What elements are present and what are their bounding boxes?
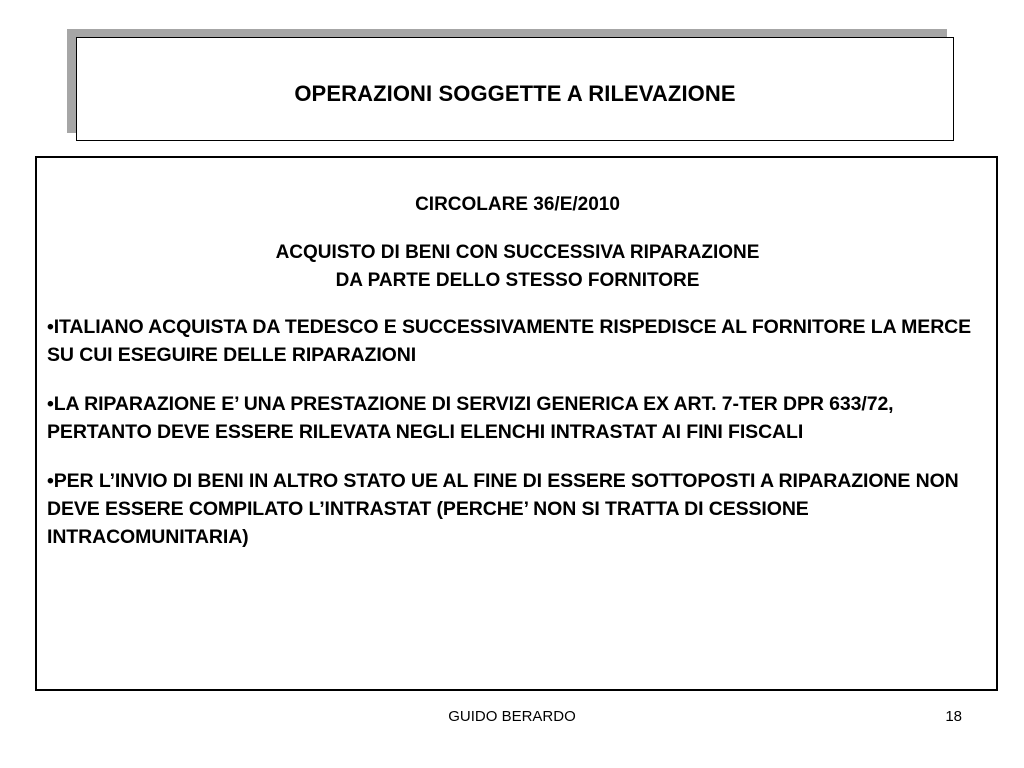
bullet-item [47, 467, 988, 551]
bullet-marker: • [47, 470, 54, 492]
title-box [76, 37, 954, 141]
circolare-heading: CIRCOLARE 36/E/2010 [415, 194, 620, 215]
bullet-text: PER L’INVIO DI BENI IN ALTRO STATO UE AL FINE DI ESSERE SOTTOPOSTI A RIPARAZIONE NON DEVE ESSERE COMPILATO L’INTRASTAT (PERCHE’ NON SI TRATTA DI CESSIONE INTRACOMUNITARIA) [47, 470, 959, 548]
subtitle-line-1: ACQUISTO DI BENI CON SUCCESSIVA RIPARAZIONE [275, 242, 760, 263]
page-number: 18 [945, 708, 962, 725]
content-body [47, 191, 988, 572]
bullet-item [47, 313, 988, 369]
bullet-marker: • [47, 316, 54, 338]
bullet-text: ITALIANO ACQUISTA DA TEDESCO E SUCCESSIVAMENTE RISPEDISCE AL FORNITORE LA MERCE SU CUI ESEGUIRE DELLE RIPARAZIONI [47, 316, 972, 366]
content-box [35, 156, 998, 691]
subtitle-block [47, 239, 988, 295]
subtitle-line-2: DA PARTE DELLO STESSO FORNITORE [335, 270, 700, 291]
footer-author: GUIDO BERARDO [448, 708, 576, 725]
slide-title: OPERAZIONI SOGGETTE A RILEVAZIONE [294, 81, 736, 106]
bullet-item [47, 390, 988, 446]
bullet-marker: • [47, 393, 54, 415]
bullet-text: LA RIPARAZIONE E’ UNA PRESTAZIONE DI SERVIZI GENERICA EX ART. 7-TER DPR 633/72, PERTANTO DEVE ESSERE RILEVATA NEGLI ELENCHI INTRASTAT AI FINI FISCALI [47, 393, 894, 443]
